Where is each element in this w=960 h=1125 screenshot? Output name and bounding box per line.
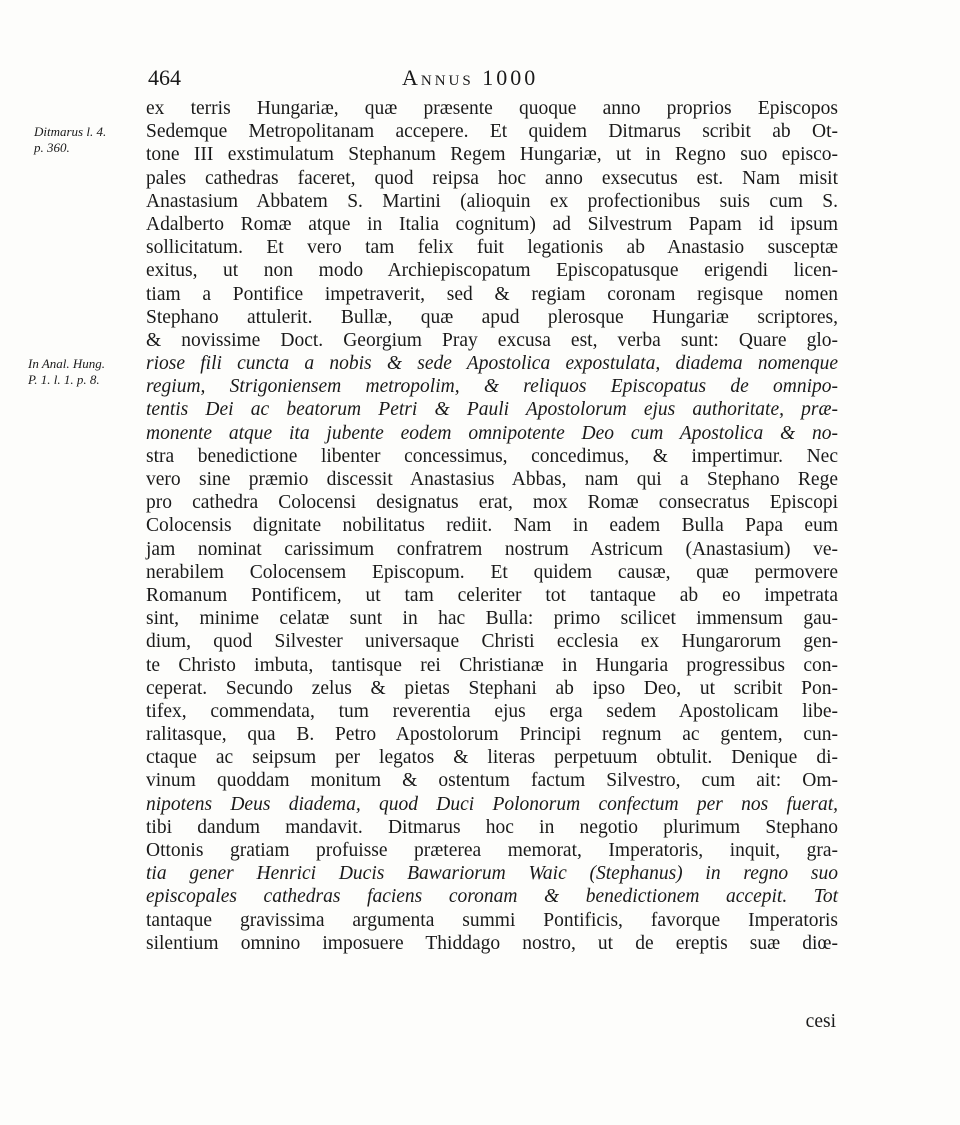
text-line: Colocensis dignitate nobilitatus rediit. Nam in eadem Bulla Papa eum bbox=[146, 515, 838, 537]
margin-note-line: Ditmarus l. 4. bbox=[34, 124, 107, 139]
text-line: dium, quod Silvester universaque Christi ecclesia ex Hungarorum gen- bbox=[146, 631, 838, 653]
text-line: Ottonis gratiam profuisse præterea memorat, Imperatoris, inquit, gra- bbox=[146, 840, 838, 861]
text-line: Adalberto Romæ atque in Italia cognitum) ad Silvestrum Papam id ipsum bbox=[146, 213, 838, 235]
text-line: nipotens Deus diadema, quod Duci Polonorum confectum per nos fuerat, bbox=[146, 793, 838, 815]
text-line: Stephano attulerit. Bullæ, quæ apud plerosque Hungariæ scriptores, bbox=[146, 306, 838, 328]
text-line: episcopales cathedras faciens coronam & benedictionem accepit. Tot bbox=[146, 886, 838, 908]
text-line: te Christo imbuta, tantisque rei Christianæ in Hungaria progressibus con- bbox=[146, 654, 838, 676]
margin-note-annal-hung bbox=[28, 356, 105, 388]
text-line: nerabilem Colocensem Episcopum. Et quidem causæ, quæ permovere bbox=[146, 561, 838, 583]
text-line: Romanum Pontificem, ut tam celeriter tot tantaque ab eo impetrata bbox=[146, 584, 838, 606]
body-text bbox=[146, 97, 838, 955]
text-line: vinum quoddam monitum & ostentum factum Silvestro, cum ait: Om- bbox=[146, 770, 838, 792]
margin-note-line: p. 360. bbox=[34, 140, 70, 155]
text-line: vero sine præmio discessit Anastasius Abbas, nam qui a Stephano Rege bbox=[146, 469, 838, 490]
text-line: tia gener Henrici Ducis Bawariorum Waic (Stephanus) in regno suo bbox=[146, 863, 838, 885]
margin-note-ditmarus bbox=[34, 124, 106, 156]
text-line: ceperat. Secundo zelus & pietas Stephani ab ipso Deo, ut scribit Pon- bbox=[146, 677, 838, 699]
text-line: silentium omnino imposuere Thiddago nostro, ut de ereptis suæ diœ- bbox=[146, 932, 838, 954]
text-line: regium, Strigoniensem metropolim, & reliquos Episcopatus de omnipo- bbox=[146, 376, 838, 398]
running-title: Annus 1000 bbox=[402, 65, 539, 90]
page-header bbox=[142, 64, 842, 92]
text-line: stra benedictione libenter concessimus, concedimus, & impertimur. Nec bbox=[146, 445, 838, 467]
text-line: monente atque ita jubente eodem omnipotente Deo cum Apostolica & no- bbox=[146, 422, 838, 444]
text-line: sint, minime celatæ sunt in hac Bulla: primo scilicet immensum gau- bbox=[146, 608, 838, 630]
page-number: 464 bbox=[148, 65, 181, 90]
text-line: pro cathedra Colocensi designatus erat, mox Romæ consecratus Episcopi bbox=[146, 492, 838, 514]
text-line: ralitasque, qua B. Petro Apostolorum Principi regnum ac gentem, cun- bbox=[146, 724, 838, 746]
text-line: Sedemque Metropolitanam accepere. Et quidem Ditmarus scribit ab Ot- bbox=[146, 121, 838, 143]
text-line: riose fili cuncta a nobis & sede Apostolica expostulata, diadema nomenque bbox=[146, 353, 838, 375]
margin-note-line: P. 1. l. 1. p. 8. bbox=[28, 372, 100, 387]
text-line: jam nominat carissimum confratrem nostrum Astricum (Anastasium) ve- bbox=[146, 538, 838, 560]
text-line: sollicitatum. Et vero tam felix fuit legationis ab Anastasio susceptæ bbox=[146, 237, 838, 259]
text-line: tone III exstimulatum Stephanum Regem Hungariæ, ut in Regno suo episco- bbox=[146, 144, 838, 166]
text-line: tifex, commendata, tum reverentia ejus erga sedem Apostolicam libe- bbox=[146, 700, 838, 722]
text-line: Anastasium Abbatem S. Martini (alioquin ex profectionibus suis cum S. bbox=[146, 190, 838, 212]
text-line: ctaque ac seipsum per legatos & literas perpetuum obtulit. Denique di- bbox=[146, 747, 838, 769]
catchword: cesi bbox=[805, 1011, 836, 1032]
text-line: tibi dandum mandavit. Ditmarus hoc in negotio plurimum Stephano bbox=[146, 816, 838, 838]
text-line: tantaque gravissima argumenta summi Pontificis, favorque Imperatoris bbox=[146, 909, 838, 931]
text-line: ex terris Hungariæ, quæ præsente quoque anno proprios Episcopos bbox=[146, 98, 838, 119]
text-line: pales cathedras faceret, quod reipsa hoc anno exsecutus est. Nam misit bbox=[146, 167, 838, 189]
text-line: tiam a Pontifice impetraverit, sed & regiam coronam regisque nomen bbox=[146, 283, 838, 305]
text-line: tentis Dei ac beatorum Petri & Pauli Apostolorum ejus authoritate, præ- bbox=[146, 399, 838, 421]
margin-note-line: In Anal. Hung. bbox=[28, 356, 106, 371]
text-line: & novissime Doct. Georgium Pray excusa est, verba sunt: Quare glo- bbox=[146, 329, 838, 351]
text-line: exitus, ut non modo Archiepiscopatum Episcopatusque erigendi licen- bbox=[146, 260, 838, 282]
